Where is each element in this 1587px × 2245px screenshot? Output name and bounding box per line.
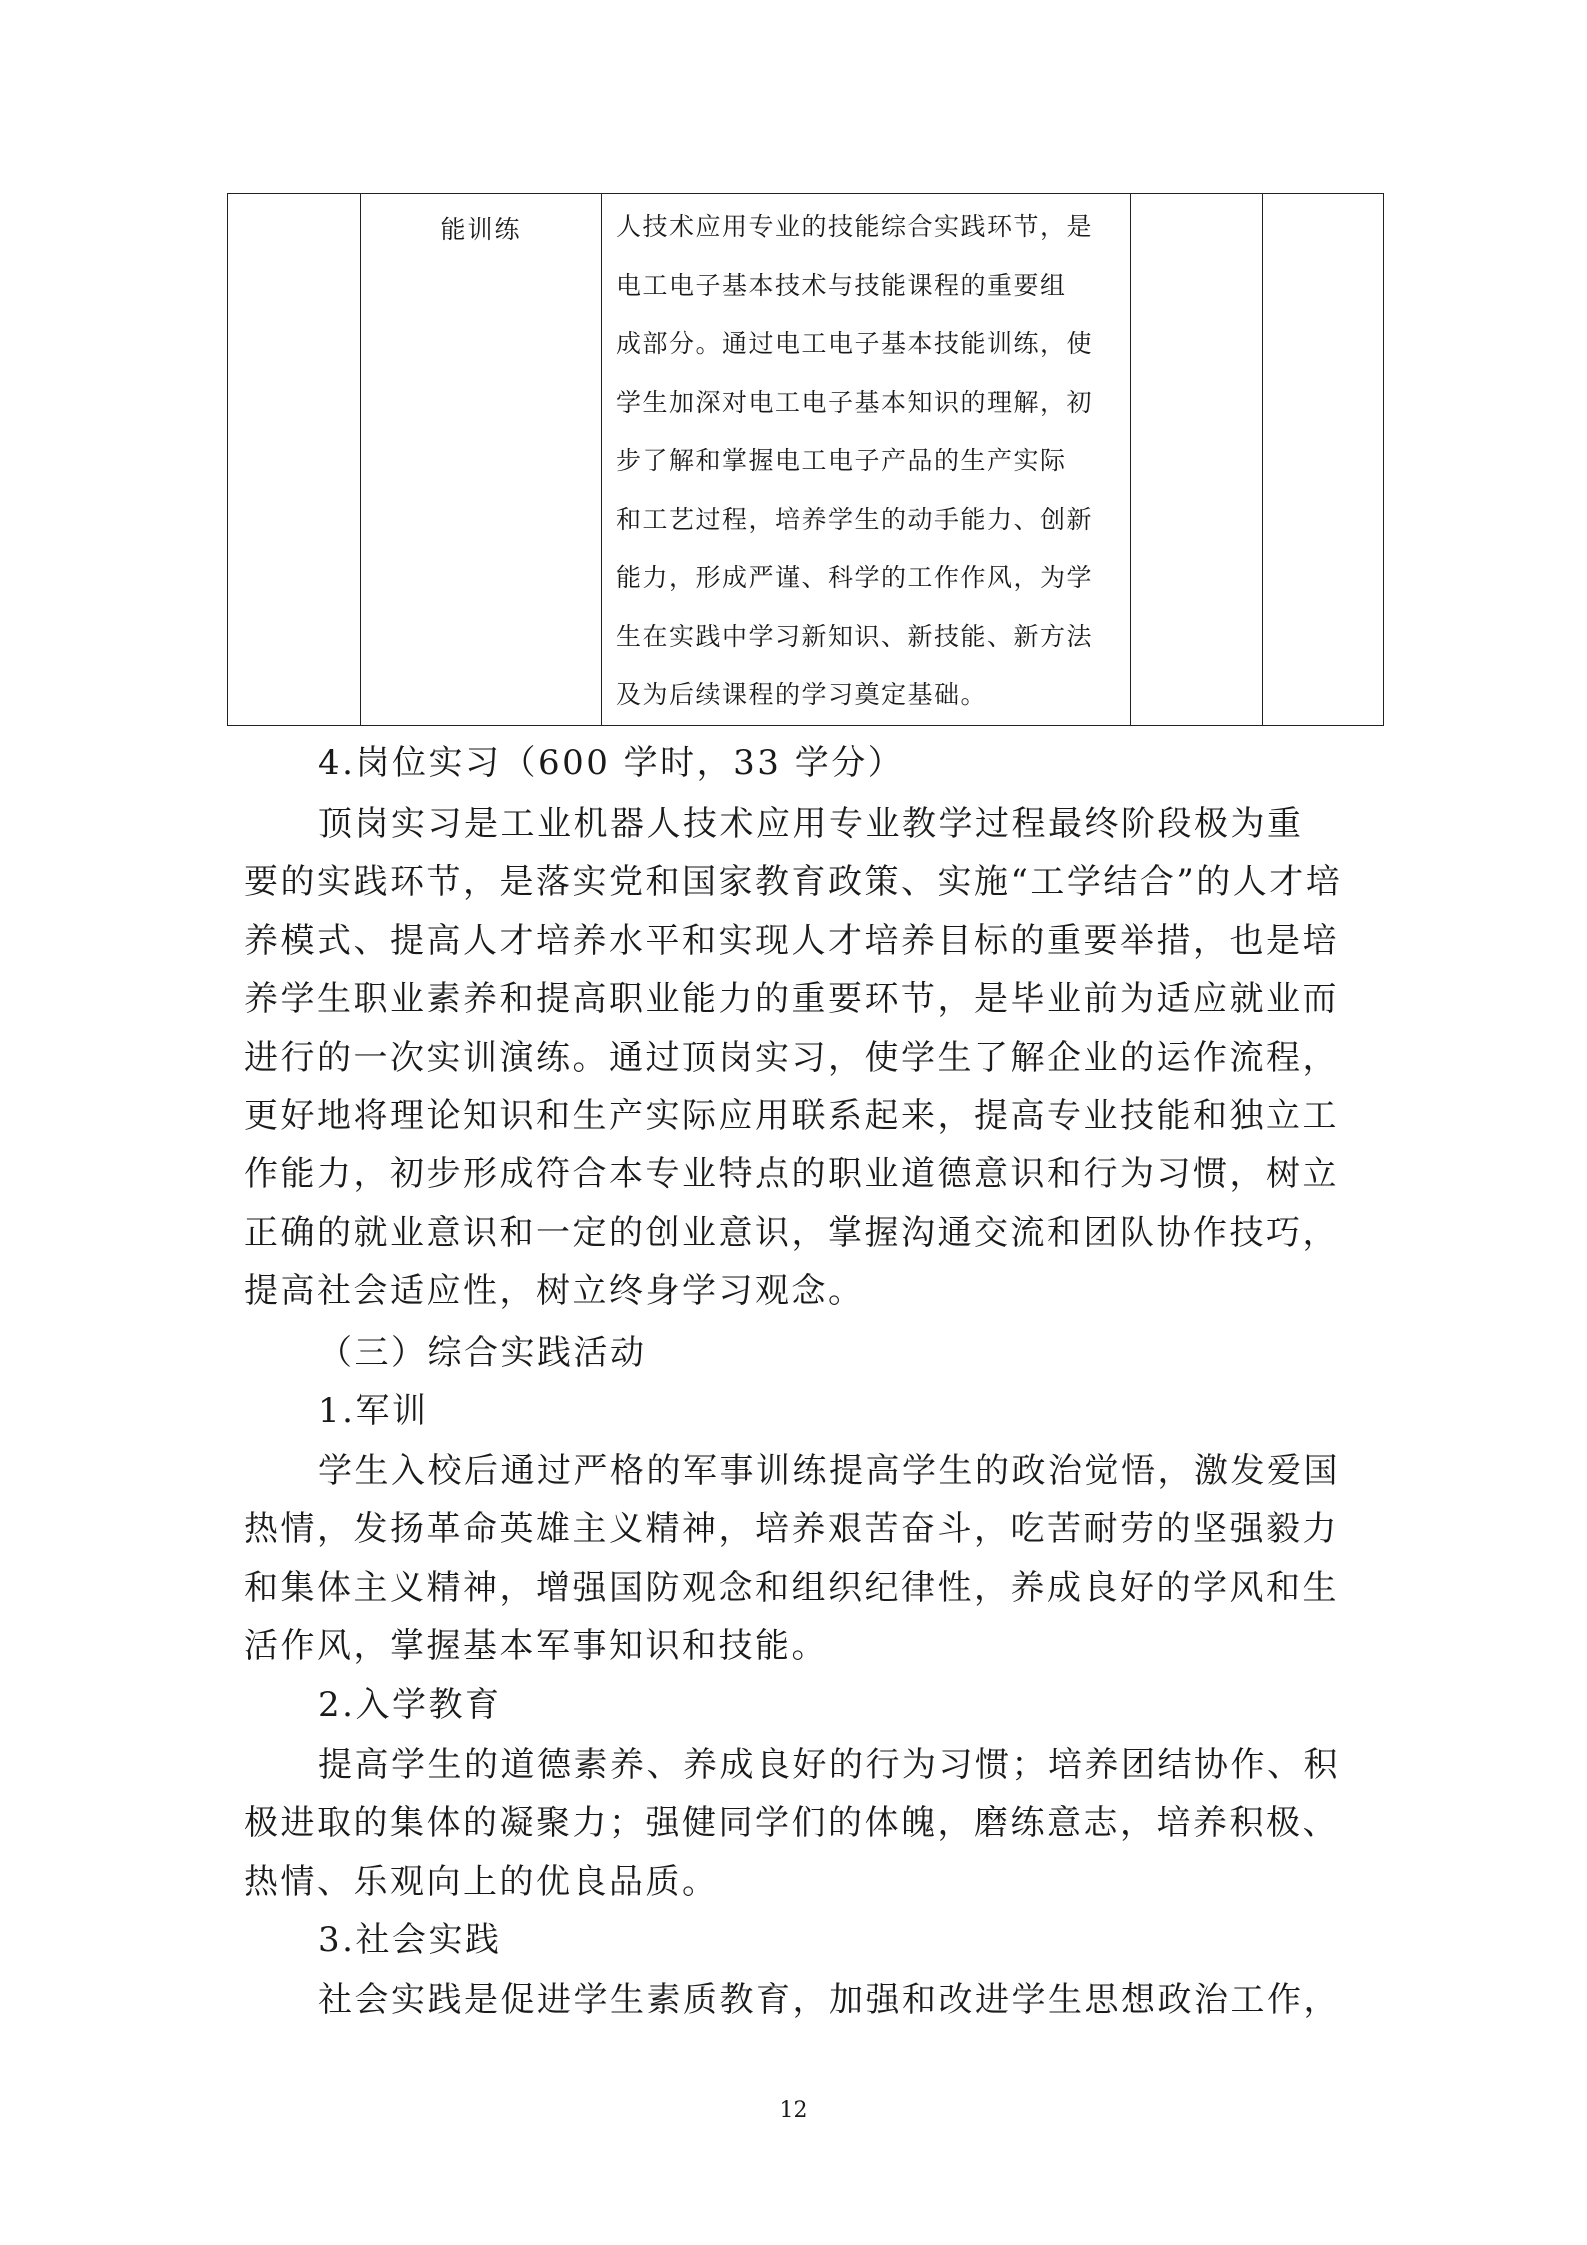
description-line: 成部分。通过电工电子基本技能训练，使 — [616, 329, 1094, 358]
paragraph-line: 社会实践是促进学生素质教育，加强和改进学生思想政治工作， — [318, 1980, 1340, 2020]
description-line: 步了解和掌握电工电子产品的生产实际 — [616, 446, 1067, 475]
description-line: 电工电子基本技术与技能课程的重要组 — [616, 270, 1067, 300]
paragraph-line: 正确的就业意识和一定的创业意识，掌握沟通交流和团队协作技巧， — [244, 1212, 1339, 1253]
paragraph-line: 养模式、提高人才培养水平和实现人才培养目标的重要举措，也是培 — [244, 920, 1339, 961]
paragraph-line: 进行的一次实训演练。通过顶岗实习，使学生了解企业的运作流程， — [244, 1037, 1339, 1078]
paragraph-line: 要的实践环节，是落实党和国家教育政策、实施“工学结合”的人才培 — [244, 862, 1343, 903]
table-row — [228, 194, 1384, 726]
paragraph-internship — [244, 795, 1342, 1321]
course-table — [227, 193, 1384, 726]
paragraph-line: 顶岗实习是工业机器人技术应用专业教学过程最终阶段极为重 — [318, 804, 1304, 844]
paragraph-military — [244, 1442, 1340, 1676]
paragraph-line: 和集体主义精神，增强国防观念和组织纪律性，养成良好的学风和生 — [244, 1567, 1339, 1608]
paragraph-line: 热情，发扬革命英雄主义精神，培养艰苦奋斗，吃苦耐劳的坚强毅力 — [244, 1509, 1339, 1550]
paragraph-line: 极进取的集体的凝聚力；强健同学们的体魄，磨练意志，培养积极、 — [244, 1803, 1339, 1844]
table-cell-description — [602, 194, 1131, 726]
paragraph-line: 提高学生的道德素养、养成良好的行为习惯；培养团结协作、积 — [318, 1745, 1340, 1785]
subheading-enrollment: 2.入学教育 — [318, 1685, 502, 1725]
paragraph-enrollment — [244, 1736, 1340, 1911]
description-line: 和工艺过程，培养学生的动手能力、创新 — [616, 504, 1094, 534]
table-cell-index — [228, 194, 361, 726]
description-line: 能力，形成严谨、科学的工作作风，为学 — [616, 563, 1094, 592]
table-cell-course-name: 能训练 — [361, 194, 602, 726]
section-heading-practice: （三）综合实践活动 — [318, 1333, 647, 1373]
table-cell-extra-1 — [1131, 194, 1263, 726]
page-number: 12 — [779, 2098, 808, 2123]
paragraph-line: 学生入校后通过严格的军事训练提高学生的政治觉悟，激发爱国 — [318, 1451, 1340, 1491]
description-line: 生在实践中学习新知识、新技能、新方法 — [616, 621, 1094, 651]
paragraph-line: 热情、乐观向上的优良品质。 — [244, 1861, 719, 1902]
description-line: 学生加深对电工电子基本知识的理解，初 — [616, 387, 1094, 417]
paragraph-social — [244, 1971, 1340, 2029]
paragraph-line: 更好地将理论知识和生产实际应用联系起来，提高专业技能和独立工 — [244, 1096, 1339, 1137]
paragraph-line: 作能力，初步形成符合本专业特点的职业道德意识和行为习惯，树立 — [244, 1154, 1339, 1195]
description-line: 及为后续课程的学习奠定基础。 — [616, 680, 988, 709]
section-heading-internship: 4.岗位实习（600 学时，33 学分） — [318, 743, 905, 783]
paragraph-line: 提高社会适应性，树立终身学习观念。 — [244, 1271, 865, 1312]
paragraph-line: 养学生职业素养和提高职业能力的重要环节，是毕业前为适应就业而 — [244, 979, 1339, 1020]
subheading-social: 3.社会实践 — [318, 1920, 502, 1960]
subheading-military: 1.军训 — [318, 1391, 429, 1431]
description-line: 人技术应用专业的技能综合实践环节，是 — [616, 212, 1094, 241]
paragraph-line: 活作风，掌握基本军事知识和技能。 — [244, 1626, 828, 1667]
table-cell-extra-2 — [1263, 194, 1384, 726]
